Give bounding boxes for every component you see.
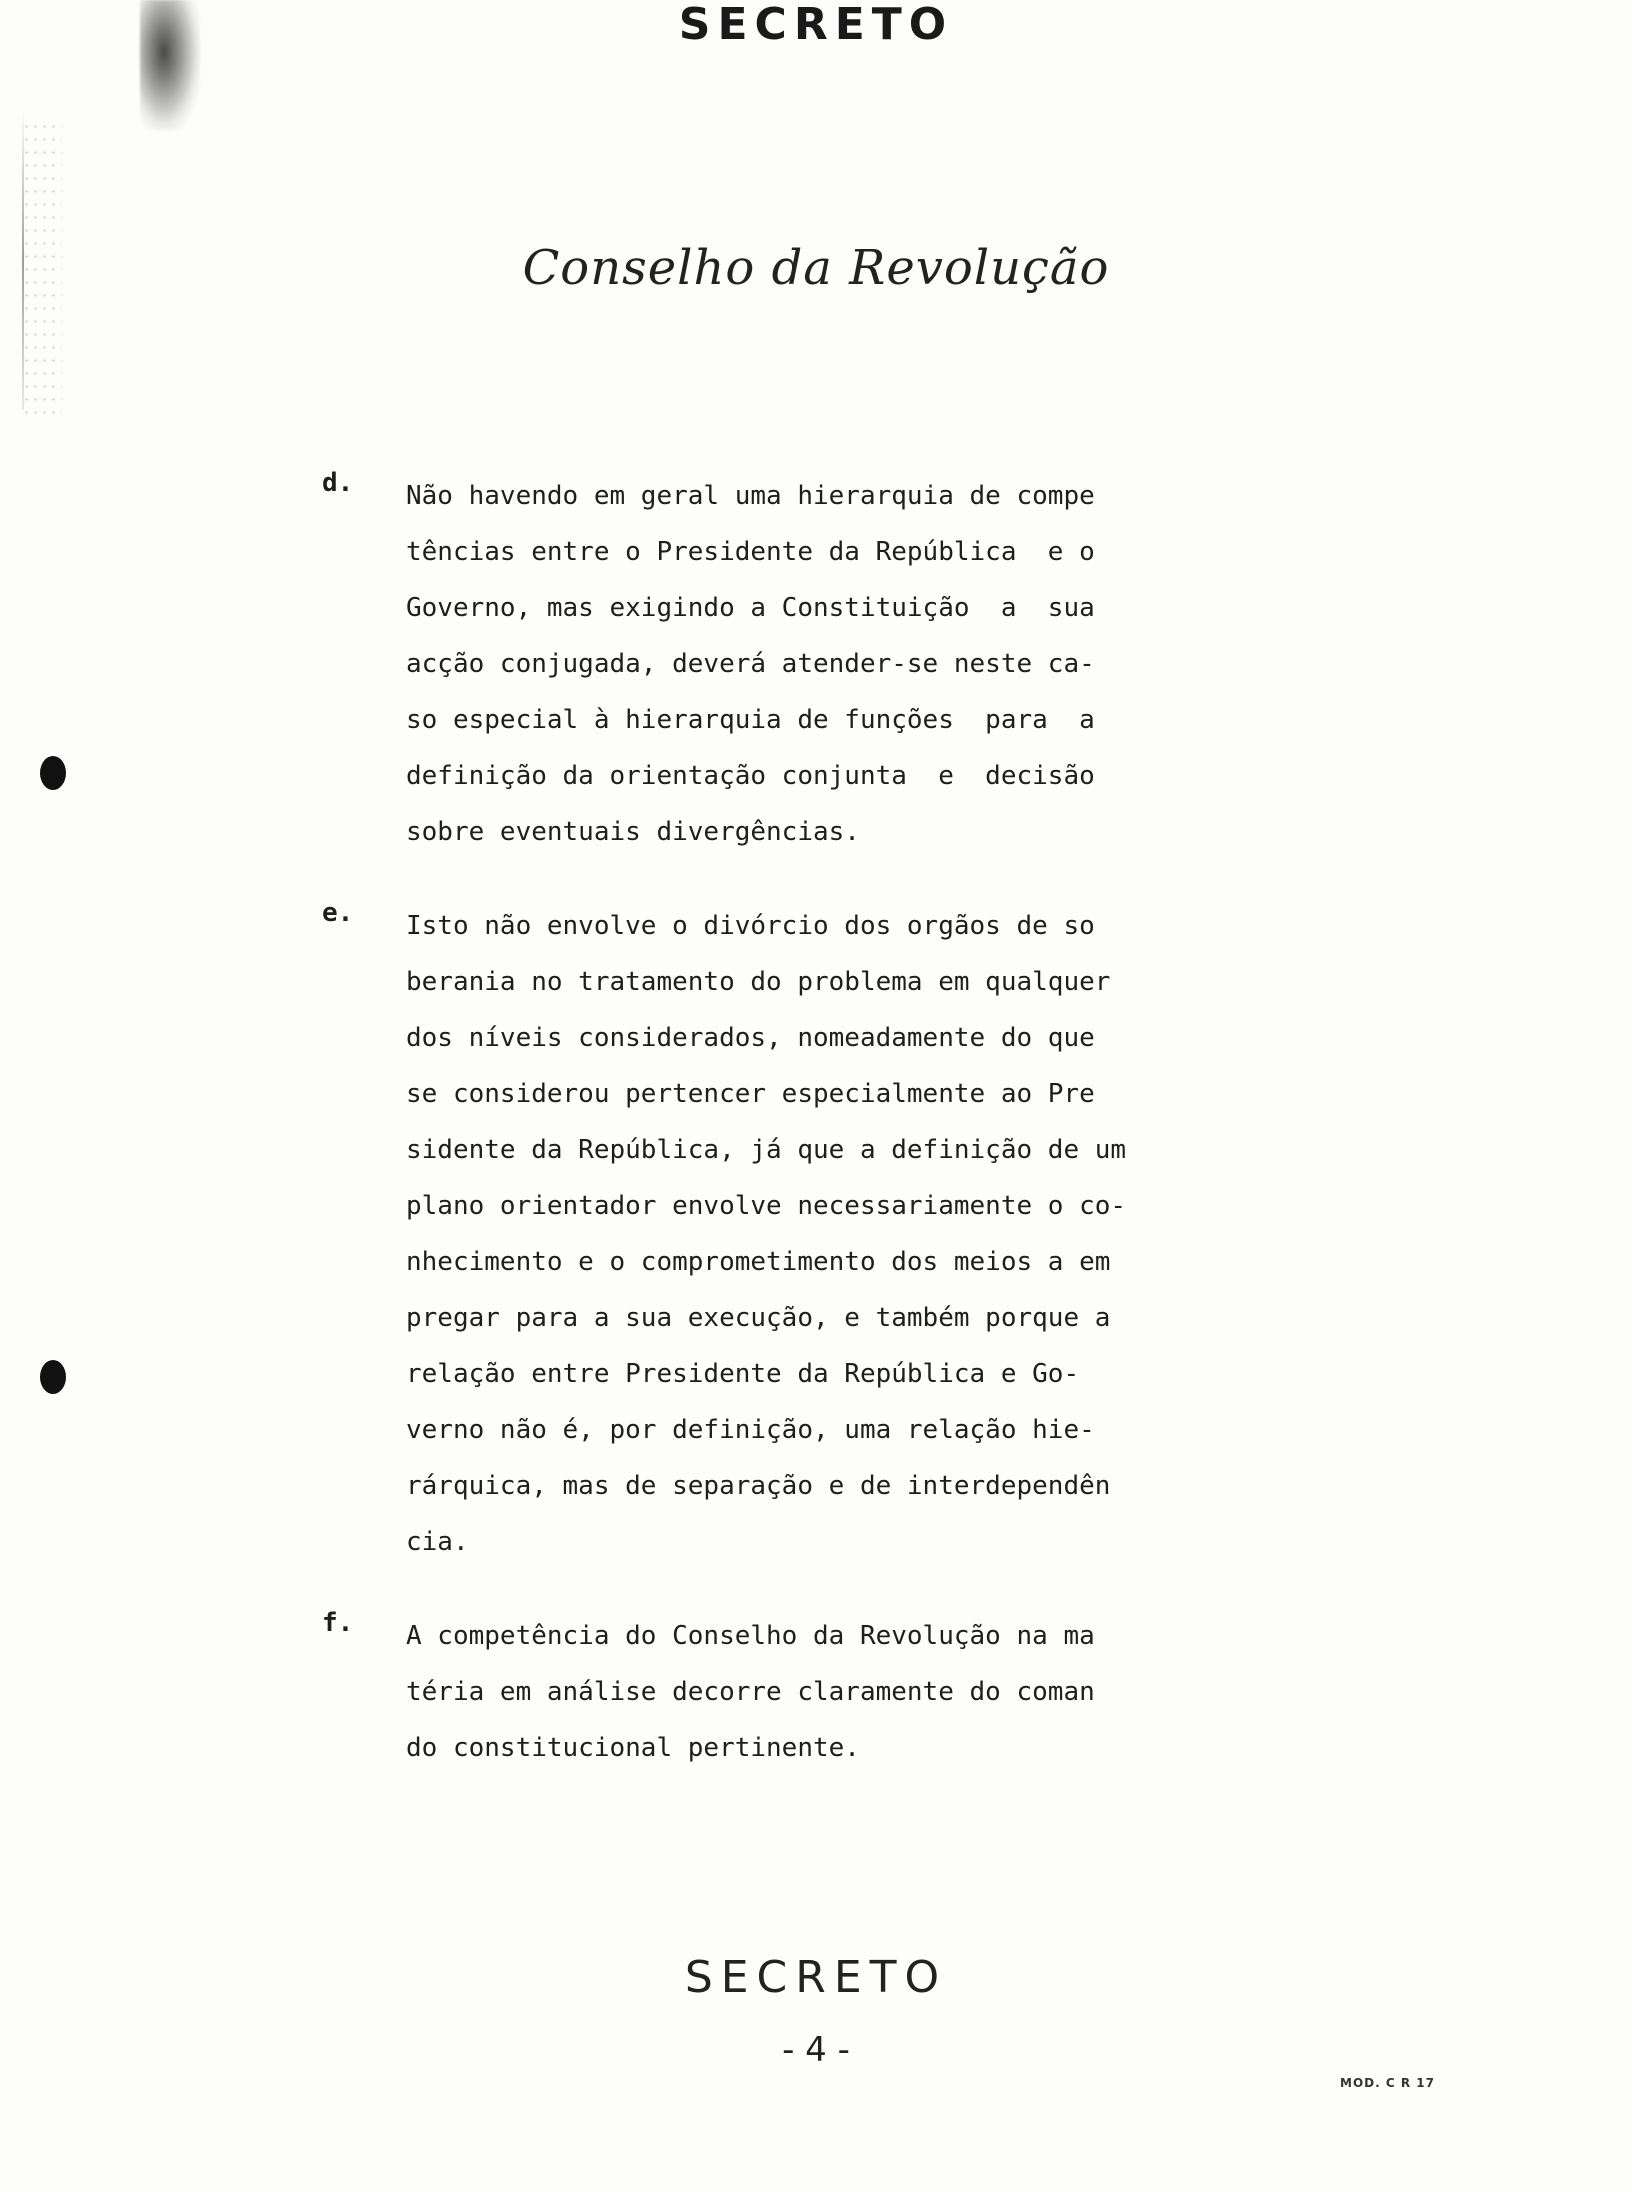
page-number: - 4 - xyxy=(782,2030,850,2070)
header-classification-stamp: SECRETO xyxy=(678,0,954,50)
paragraph-item-e xyxy=(322,898,1322,1570)
form-code-label: MOD. C R 17 xyxy=(1340,2076,1435,2090)
text-line: Não havendo em geral uma hierarquia de compe xyxy=(406,481,1095,511)
text-line: sidente da República, já que a definição de um xyxy=(406,1135,1127,1165)
text-line: pregar para a sua execução, e também porque a xyxy=(406,1303,1111,1333)
text-line: relação entre Presidente da República e Go- xyxy=(406,1359,1080,1389)
text-line: A competência do Conselho da Revolução na ma xyxy=(406,1621,1095,1651)
text-line: nhecimento e o comprometimento dos meios a em xyxy=(406,1247,1111,1277)
text-line: do constitucional pertinente. xyxy=(406,1733,860,1763)
document-body xyxy=(322,468,1322,1814)
text-line: plano orientador envolve necessariamente o co- xyxy=(406,1191,1127,1221)
text-line: dos níveis considerados, nomeadamente do que xyxy=(406,1023,1095,1053)
text-line: tências entre o Presidente da República e o xyxy=(406,537,1095,567)
text-line: Governo, mas exigindo a Constituição a sua xyxy=(406,593,1095,623)
item-marker: d. xyxy=(322,468,354,498)
text-line: cia. xyxy=(406,1527,469,1557)
footer-classification-stamp: SECRETO xyxy=(684,1952,948,2003)
text-line: berania no tratamento do problema em qualquer xyxy=(406,967,1111,997)
text-line: rárquica, mas de separação e de interdependên xyxy=(406,1471,1111,1501)
item-marker: f. xyxy=(322,1608,354,1638)
text-line: definição da orientação conjunta e decisão xyxy=(406,761,1095,791)
paragraph-item-f xyxy=(322,1608,1322,1776)
punch-hole xyxy=(40,756,66,790)
text-line: Isto não envolve o divórcio dos orgãos de so xyxy=(406,911,1095,941)
punch-hole xyxy=(40,1360,66,1394)
text-line: se considerou pertencer especialmente ao Pre xyxy=(406,1079,1095,1109)
text-line: téria em análise decorre claramente do coman xyxy=(406,1677,1095,1707)
item-marker: e. xyxy=(322,898,354,928)
text-line: sobre eventuais divergências. xyxy=(406,817,860,847)
text-line: verno não é, por definição, uma relação hie- xyxy=(406,1415,1095,1445)
text-line: acção conjugada, deverá atender-se neste ca- xyxy=(406,649,1095,679)
text-line: so especial à hierarquia de funções para a xyxy=(406,705,1095,735)
letterhead-title: Conselho da Revolução xyxy=(522,240,1110,296)
paragraph-item-d xyxy=(322,468,1322,860)
